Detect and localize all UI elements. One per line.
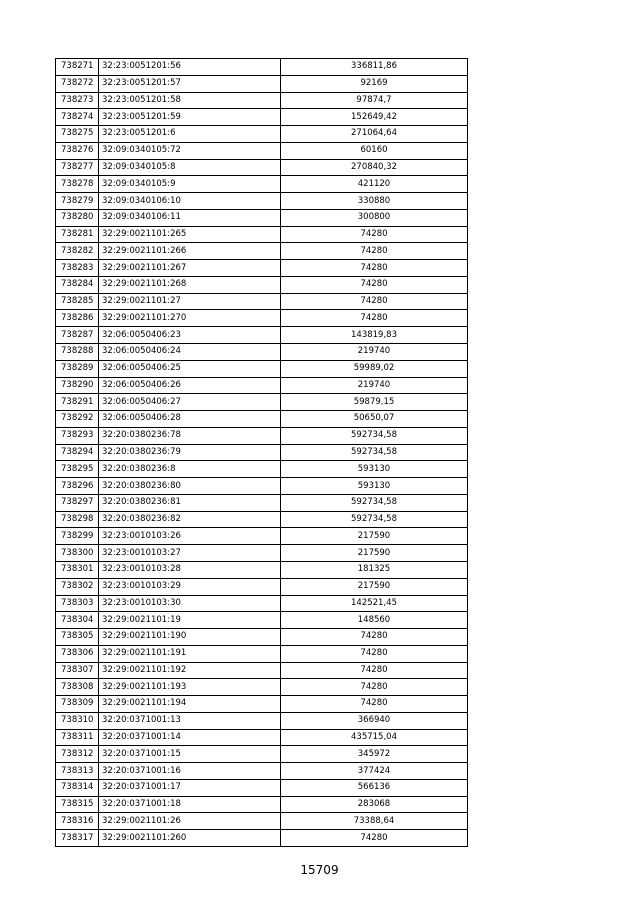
row-id-cell: 738302 xyxy=(56,578,99,595)
table-row xyxy=(56,679,468,696)
cadastral-value-cell: 59989,02 xyxy=(281,360,468,377)
row-id-cell: 738316 xyxy=(56,813,99,830)
cadastral-value-cell: 92169 xyxy=(281,75,468,92)
cadastral-number-cell: 32:29:0021101:26 xyxy=(99,813,281,830)
row-id-cell: 738283 xyxy=(56,260,99,277)
table-row xyxy=(56,75,468,92)
cadastral-number-cell: 32:20:0380236:8 xyxy=(99,461,281,478)
table-row xyxy=(56,310,468,327)
row-id-cell: 738306 xyxy=(56,645,99,662)
cadastral-value-cell: 74280 xyxy=(281,243,468,260)
cadastral-value-cell: 74280 xyxy=(281,310,468,327)
cadastral-value-cell: 74280 xyxy=(281,662,468,679)
cadastral-value-cell: 217590 xyxy=(281,578,468,595)
cadastral-number-cell: 32:20:0380236:80 xyxy=(99,478,281,495)
cadastral-number-cell: 32:20:0380236:78 xyxy=(99,427,281,444)
row-id-cell: 738298 xyxy=(56,511,99,528)
cadastral-number-cell: 32:06:0050406:23 xyxy=(99,327,281,344)
cadastral-value-cell: 60160 xyxy=(281,142,468,159)
row-id-cell: 738305 xyxy=(56,629,99,646)
table-row xyxy=(56,478,468,495)
table-row xyxy=(56,511,468,528)
cadastral-number-cell: 32:23:0051201:58 xyxy=(99,92,281,109)
row-id-cell: 738286 xyxy=(56,310,99,327)
table-row xyxy=(56,394,468,411)
cadastral-number-cell: 32:29:0021101:268 xyxy=(99,276,281,293)
cadastral-value-table xyxy=(55,58,468,847)
cadastral-number-cell: 32:23:0051201:59 xyxy=(99,109,281,126)
cadastral-number-cell: 32:29:0021101:190 xyxy=(99,629,281,646)
row-id-cell: 738273 xyxy=(56,92,99,109)
table-row xyxy=(56,260,468,277)
cadastral-number-cell: 32:06:0050406:28 xyxy=(99,411,281,428)
row-id-cell: 738307 xyxy=(56,662,99,679)
cadastral-value-cell: 73388,64 xyxy=(281,813,468,830)
cadastral-value-cell: 74280 xyxy=(281,679,468,696)
cadastral-number-cell: 32:06:0050406:25 xyxy=(99,360,281,377)
cadastral-value-cell: 593130 xyxy=(281,461,468,478)
cadastral-number-cell: 32:09:0340106:10 xyxy=(99,193,281,210)
table-row xyxy=(56,59,468,76)
cadastral-value-cell: 219740 xyxy=(281,377,468,394)
cadastral-value-cell: 366940 xyxy=(281,712,468,729)
cadastral-value-cell: 74280 xyxy=(281,696,468,713)
cadastral-value-cell: 74280 xyxy=(281,830,468,847)
cadastral-value-cell: 435715,04 xyxy=(281,729,468,746)
cadastral-number-cell: 32:29:0021101:266 xyxy=(99,243,281,260)
cadastral-number-cell: 32:29:0021101:267 xyxy=(99,260,281,277)
cadastral-value-cell: 74280 xyxy=(281,226,468,243)
table-row xyxy=(56,561,468,578)
row-id-cell: 738297 xyxy=(56,494,99,511)
table-row xyxy=(56,779,468,796)
row-id-cell: 738281 xyxy=(56,226,99,243)
row-id-cell: 738290 xyxy=(56,377,99,394)
row-id-cell: 738313 xyxy=(56,763,99,780)
cadastral-value-cell: 336811,86 xyxy=(281,59,468,76)
cadastral-value-cell: 142521,45 xyxy=(281,595,468,612)
cadastral-value-cell: 74280 xyxy=(281,629,468,646)
cadastral-number-cell: 32:29:0021101:27 xyxy=(99,293,281,310)
cadastral-value-cell: 330880 xyxy=(281,193,468,210)
cadastral-number-cell: 32:23:0051201:57 xyxy=(99,75,281,92)
table-row xyxy=(56,595,468,612)
row-id-cell: 738309 xyxy=(56,696,99,713)
table-row xyxy=(56,645,468,662)
table-row xyxy=(56,142,468,159)
cadastral-value-cell: 592734,58 xyxy=(281,444,468,461)
cadastral-number-cell: 32:29:0021101:194 xyxy=(99,696,281,713)
cadastral-number-cell: 32:06:0050406:26 xyxy=(99,377,281,394)
cadastral-value-cell: 345972 xyxy=(281,746,468,763)
row-id-cell: 738271 xyxy=(56,59,99,76)
row-id-cell: 738296 xyxy=(56,478,99,495)
row-id-cell: 738272 xyxy=(56,75,99,92)
table-row xyxy=(56,796,468,813)
cadastral-number-cell: 32:20:0371001:17 xyxy=(99,779,281,796)
table-row xyxy=(56,545,468,562)
row-id-cell: 738282 xyxy=(56,243,99,260)
cadastral-value-cell: 421120 xyxy=(281,176,468,193)
row-id-cell: 738311 xyxy=(56,729,99,746)
cadastral-number-cell: 32:23:0010103:26 xyxy=(99,528,281,545)
row-id-cell: 738314 xyxy=(56,779,99,796)
row-id-cell: 738312 xyxy=(56,746,99,763)
row-id-cell: 738288 xyxy=(56,344,99,361)
cadastral-number-cell: 32:20:0371001:14 xyxy=(99,729,281,746)
table-row xyxy=(56,293,468,310)
cadastral-number-cell: 32:20:0380236:81 xyxy=(99,494,281,511)
cadastral-value-cell: 592734,58 xyxy=(281,494,468,511)
cadastral-value-cell: 377424 xyxy=(281,763,468,780)
table-row xyxy=(56,629,468,646)
cadastral-number-cell: 32:09:0340105:8 xyxy=(99,159,281,176)
cadastral-value-cell: 593130 xyxy=(281,478,468,495)
cadastral-value-cell: 270840,32 xyxy=(281,159,468,176)
cadastral-number-cell: 32:29:0021101:265 xyxy=(99,226,281,243)
cadastral-number-cell: 32:29:0021101:191 xyxy=(99,645,281,662)
page-number: 15709 xyxy=(300,863,339,877)
row-id-cell: 738295 xyxy=(56,461,99,478)
cadastral-number-cell: 32:06:0050406:27 xyxy=(99,394,281,411)
cadastral-value-cell: 74280 xyxy=(281,293,468,310)
cadastral-number-cell: 32:23:0010103:27 xyxy=(99,545,281,562)
table-row xyxy=(56,712,468,729)
cadastral-number-cell: 32:23:0051201:56 xyxy=(99,59,281,76)
cadastral-value-cell: 300800 xyxy=(281,209,468,226)
table-row xyxy=(56,243,468,260)
table-row xyxy=(56,209,468,226)
cadastral-number-cell: 32:20:0380236:79 xyxy=(99,444,281,461)
row-id-cell: 738300 xyxy=(56,545,99,562)
row-id-cell: 738294 xyxy=(56,444,99,461)
cadastral-number-cell: 32:23:0010103:30 xyxy=(99,595,281,612)
cadastral-number-cell: 32:23:0010103:28 xyxy=(99,561,281,578)
cadastral-value-cell: 592734,58 xyxy=(281,427,468,444)
cadastral-number-cell: 32:29:0021101:192 xyxy=(99,662,281,679)
row-id-cell: 738289 xyxy=(56,360,99,377)
table-row xyxy=(56,126,468,143)
cadastral-number-cell: 32:20:0371001:18 xyxy=(99,796,281,813)
table-row xyxy=(56,696,468,713)
cadastral-value-cell: 74280 xyxy=(281,276,468,293)
cadastral-number-cell: 32:23:0010103:29 xyxy=(99,578,281,595)
cadastral-number-cell: 32:20:0371001:15 xyxy=(99,746,281,763)
cadastral-number-cell: 32:20:0371001:16 xyxy=(99,763,281,780)
row-id-cell: 738275 xyxy=(56,126,99,143)
cadastral-value-cell: 219740 xyxy=(281,344,468,361)
table-row xyxy=(56,612,468,629)
table-row xyxy=(56,327,468,344)
table-row xyxy=(56,377,468,394)
row-id-cell: 738315 xyxy=(56,796,99,813)
cadastral-value-cell: 143819,83 xyxy=(281,327,468,344)
table-row xyxy=(56,159,468,176)
table-row xyxy=(56,360,468,377)
row-id-cell: 738308 xyxy=(56,679,99,696)
row-id-cell: 738285 xyxy=(56,293,99,310)
cadastral-number-cell: 32:29:0021101:270 xyxy=(99,310,281,327)
cadastral-number-cell: 32:29:0021101:260 xyxy=(99,830,281,847)
cadastral-value-cell: 592734,58 xyxy=(281,511,468,528)
cadastral-value-cell: 97874,7 xyxy=(281,92,468,109)
table-row xyxy=(56,461,468,478)
table-row xyxy=(56,92,468,109)
table-row xyxy=(56,226,468,243)
table-row xyxy=(56,344,468,361)
cadastral-number-cell: 32:06:0050406:24 xyxy=(99,344,281,361)
row-id-cell: 738293 xyxy=(56,427,99,444)
cadastral-value-cell: 181325 xyxy=(281,561,468,578)
table-row xyxy=(56,176,468,193)
table-row xyxy=(56,662,468,679)
cadastral-value-cell: 59879,15 xyxy=(281,394,468,411)
table-row xyxy=(56,813,468,830)
cadastral-value-cell: 74280 xyxy=(281,260,468,277)
cadastral-number-cell: 32:09:0340105:72 xyxy=(99,142,281,159)
cadastral-value-cell: 566136 xyxy=(281,779,468,796)
cadastral-number-cell: 32:20:0371001:13 xyxy=(99,712,281,729)
table-row xyxy=(56,427,468,444)
row-id-cell: 738276 xyxy=(56,142,99,159)
row-id-cell: 738274 xyxy=(56,109,99,126)
table-row xyxy=(56,729,468,746)
row-id-cell: 738301 xyxy=(56,561,99,578)
row-id-cell: 738291 xyxy=(56,394,99,411)
row-id-cell: 738279 xyxy=(56,193,99,210)
row-id-cell: 738304 xyxy=(56,612,99,629)
cadastral-number-cell: 32:29:0021101:19 xyxy=(99,612,281,629)
row-id-cell: 738310 xyxy=(56,712,99,729)
cadastral-value-cell: 283068 xyxy=(281,796,468,813)
table-row xyxy=(56,763,468,780)
row-id-cell: 738299 xyxy=(56,528,99,545)
table-row xyxy=(56,276,468,293)
row-id-cell: 738284 xyxy=(56,276,99,293)
cadastral-number-cell: 32:29:0021101:193 xyxy=(99,679,281,696)
row-id-cell: 738303 xyxy=(56,595,99,612)
table-row xyxy=(56,109,468,126)
table-row xyxy=(56,411,468,428)
cadastral-value-cell: 271064,64 xyxy=(281,126,468,143)
row-id-cell: 738317 xyxy=(56,830,99,847)
row-id-cell: 738292 xyxy=(56,411,99,428)
row-id-cell: 738278 xyxy=(56,176,99,193)
table-body xyxy=(56,59,468,847)
cadastral-value-cell: 74280 xyxy=(281,645,468,662)
row-id-cell: 738277 xyxy=(56,159,99,176)
table-row xyxy=(56,746,468,763)
cadastral-number-cell: 32:09:0340105:9 xyxy=(99,176,281,193)
table-row xyxy=(56,528,468,545)
table-row xyxy=(56,193,468,210)
table-row xyxy=(56,830,468,847)
cadastral-number-cell: 32:09:0340106:11 xyxy=(99,209,281,226)
cadastral-value-cell: 217590 xyxy=(281,545,468,562)
table-row xyxy=(56,444,468,461)
cadastral-number-cell: 32:23:0051201:6 xyxy=(99,126,281,143)
cadastral-value-cell: 50650,07 xyxy=(281,411,468,428)
cadastral-value-cell: 152649,42 xyxy=(281,109,468,126)
cadastral-value-cell: 148560 xyxy=(281,612,468,629)
table-row xyxy=(56,494,468,511)
table-row xyxy=(56,578,468,595)
cadastral-value-cell: 217590 xyxy=(281,528,468,545)
row-id-cell: 738280 xyxy=(56,209,99,226)
cadastral-number-cell: 32:20:0380236:82 xyxy=(99,511,281,528)
row-id-cell: 738287 xyxy=(56,327,99,344)
